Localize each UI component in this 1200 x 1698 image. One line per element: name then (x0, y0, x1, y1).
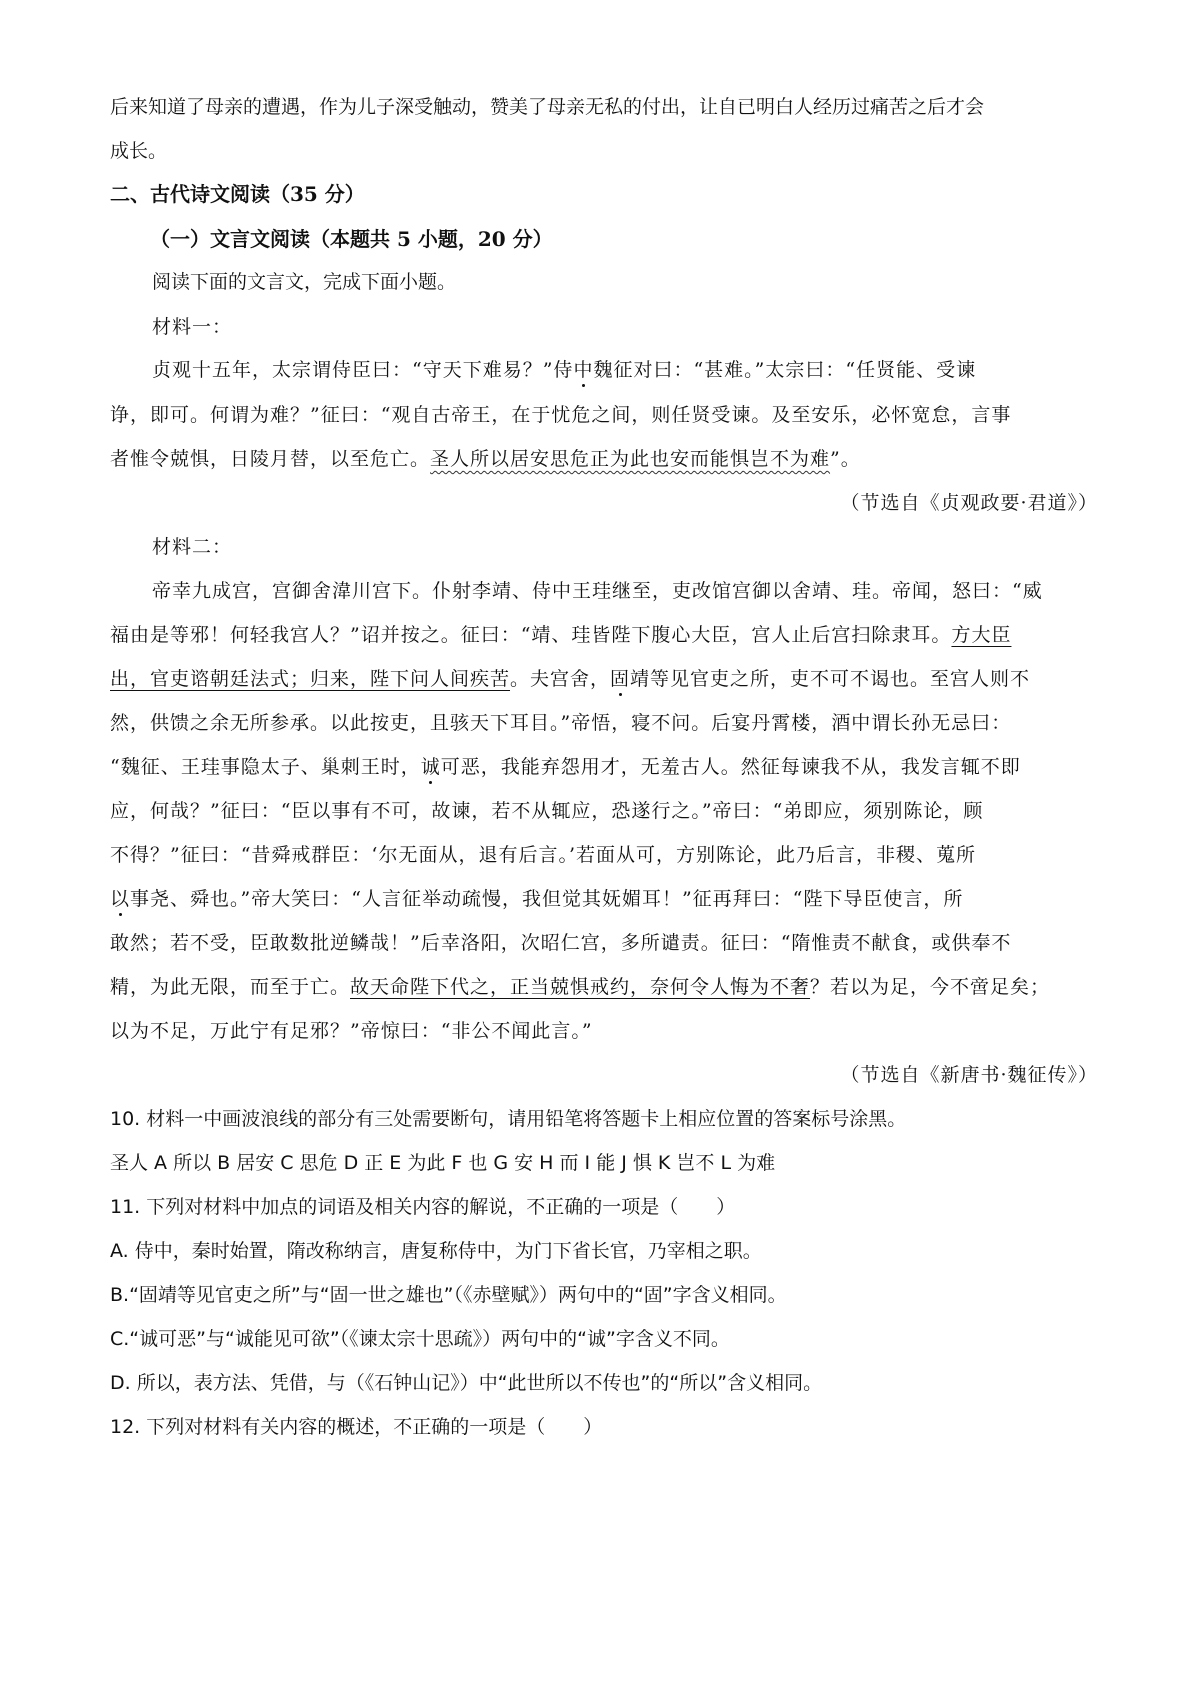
question-11-option-c: C.“诚可恶”与“诚能见可欲”（《谏太宗十思疏》）两句中的“诚”字含义不同。 (110, 1328, 730, 1350)
material2-line-4: 然，供馈之余无所参承。以此按吏，且骇天下耳目。”帝悟，寝不问。后宴丹霄楼，酒中谓长孙无忌曰： (110, 712, 1012, 734)
section-title: 二、古代诗文阅读（35 分） (110, 182, 365, 206)
text-segment: 魏征对曰：“甚难。”太宗曰：“任贤能、受谏 (593, 359, 977, 381)
question-11: 11. 下列对材料中加点的词语及相关内容的解说，不正确的一项是（ ） (110, 1196, 736, 1218)
text-segment: 事尧、舜也。”帝大笑曰：“人言征举动疏慢，我但觉其妩媚耳！”征再拜曰：“陛下导臣使言，所 (130, 888, 964, 910)
material2-line-11: 以为不足，万此宁有足邪？”帝惊曰：“非公不闻此言。” (110, 1020, 593, 1042)
instruction-text: 阅读下面的文言文，完成下面小题。 (152, 271, 457, 293)
text-segment: 贞观十五年，太宗谓侍臣曰：“守天下难易？”侍 (152, 359, 574, 381)
text-segment: “魏征、王珪事隐太子、巢刺王时， (110, 756, 421, 778)
text-segment: 福由是等邪！何轻我宫人？”诏并按之。征曰：“靖、珪皆陛下腹心大臣，宫人止后宫扫除隶耳。 (110, 624, 952, 646)
material2-line-8 (110, 885, 1100, 913)
intro-line-2: 成长。 (110, 140, 168, 162)
underlined-text: 方大臣 (951, 624, 1012, 646)
question-11-option-d: D. 所以，表方法、凭借，与（《石钟山记》）中“此世所以不传也”的“所以”含义相同。 (110, 1372, 823, 1394)
section-subtitle: （一）文言文阅读（本题共 5 小题，20 分） (150, 227, 553, 251)
text-segment: 者惟令兢惧，日陵月替，以至危亡。 (110, 448, 431, 470)
dotted-word: 诚 (420, 756, 441, 778)
dotted-word: 以 (110, 888, 131, 910)
material2-label: 材料二： (152, 536, 233, 558)
material2-source: （节选自《新唐书·魏征传》） (840, 1064, 1098, 1086)
material1-label: 材料一： (152, 316, 233, 338)
material2-line-7: 不得？”征曰：“昔舜戒群臣：‘尔无面从，退有后言。’若面从可，方别陈论，此乃后言，非稷、蒐所 (110, 844, 977, 866)
material1-line-2: 诤，即可。何谓为难？”征曰：“观自古帝王，在于忧危之间，则任贤受谏。及至安乐，必怀宽怠，言事 (110, 404, 1012, 426)
material1-line-1 (152, 356, 1142, 384)
dotted-word: 中 (573, 359, 594, 381)
material2-line-1: 帝幸九成宫，宫御舍湋川宫下。仆射李靖、侍中王珪继至，吏改馆宫御以舍靖、珪。帝闻，怒曰：“威 (152, 580, 1043, 602)
text-segment: 靖等见官吏之所，吏不可不谒也。至宫人则不 (630, 668, 1031, 690)
text-segment: ”。 (830, 448, 861, 470)
material2-line-9: 敢然；若不受，臣敢数批逆鳞哉！”后幸洛阳，次昭仁宫，多所谴责。征曰：“隋惟责不献食，或供奉不 (110, 932, 1012, 954)
material2-line-6: 应，何哉？”征曰：“臣以事有不可，故谏，若不从辄应，恐遂行之。”帝曰：“弟即应，须别陈论，顾 (110, 800, 984, 822)
material1-line-3 (110, 445, 1100, 473)
question-10-options: 圣人 A 所以 B 居安 C 思危 D 正 E 为此 F 也 G 安 H 而 I 能 J 惧 K 岂不 L 为难 (110, 1152, 776, 1174)
wavy-underlined-text: 圣人所以居安思危正为此也安而能惧岂不为难 (430, 448, 831, 470)
question-10: 10. 材料一中画波浪线的部分有三处需要断句，请用铅笔将答题卡上相应位置的答案标号涂黑。 (110, 1108, 907, 1130)
text-segment: 。夫宫舍， (510, 668, 611, 690)
dotted-word: 固 (610, 668, 631, 690)
material2-line-3 (110, 665, 1100, 693)
underlined-text: 出，官吏谘朝廷法式；归来，陛下问人间疾苦 (110, 668, 511, 690)
material1-source: （节选自《贞观政要·君道》） (840, 492, 1098, 514)
question-12: 12. 下列对材料有关内容的概述，不正确的一项是（ ） (110, 1416, 603, 1438)
underlined-text: 故天命陛下代之，正当兢惧戒约，奈何令人悔为不奢 (350, 976, 811, 998)
text-segment: 可恶，我能弃怨用才，无羞古人。然征每谏我不从，我发言辄不即 (440, 756, 1021, 778)
question-11-option-b: B.“固靖等见官吏之所”与“固一世之雄也”（《赤壁赋》）两句中的“固”字含义相同。 (110, 1284, 787, 1306)
text-segment: 精，为此无限，而至于亡。 (110, 976, 351, 998)
material2-line-2 (110, 621, 1100, 649)
material2-line-5 (110, 753, 1100, 781)
intro-line-1: 后来知道了母亲的遭遇，作为儿子深受触动，赞美了母亲无私的付出，让自已明白人经历过痛苦之后才会 (110, 96, 985, 118)
material2-line-10 (110, 973, 1100, 1001)
question-11-option-a: A. 侍中，秦时始置，隋改称纳言，唐复称侍中，为门下省长官，乃宰相之职。 (110, 1240, 762, 1262)
text-segment: ？若以为足，今不啻足矣； (810, 976, 1051, 998)
